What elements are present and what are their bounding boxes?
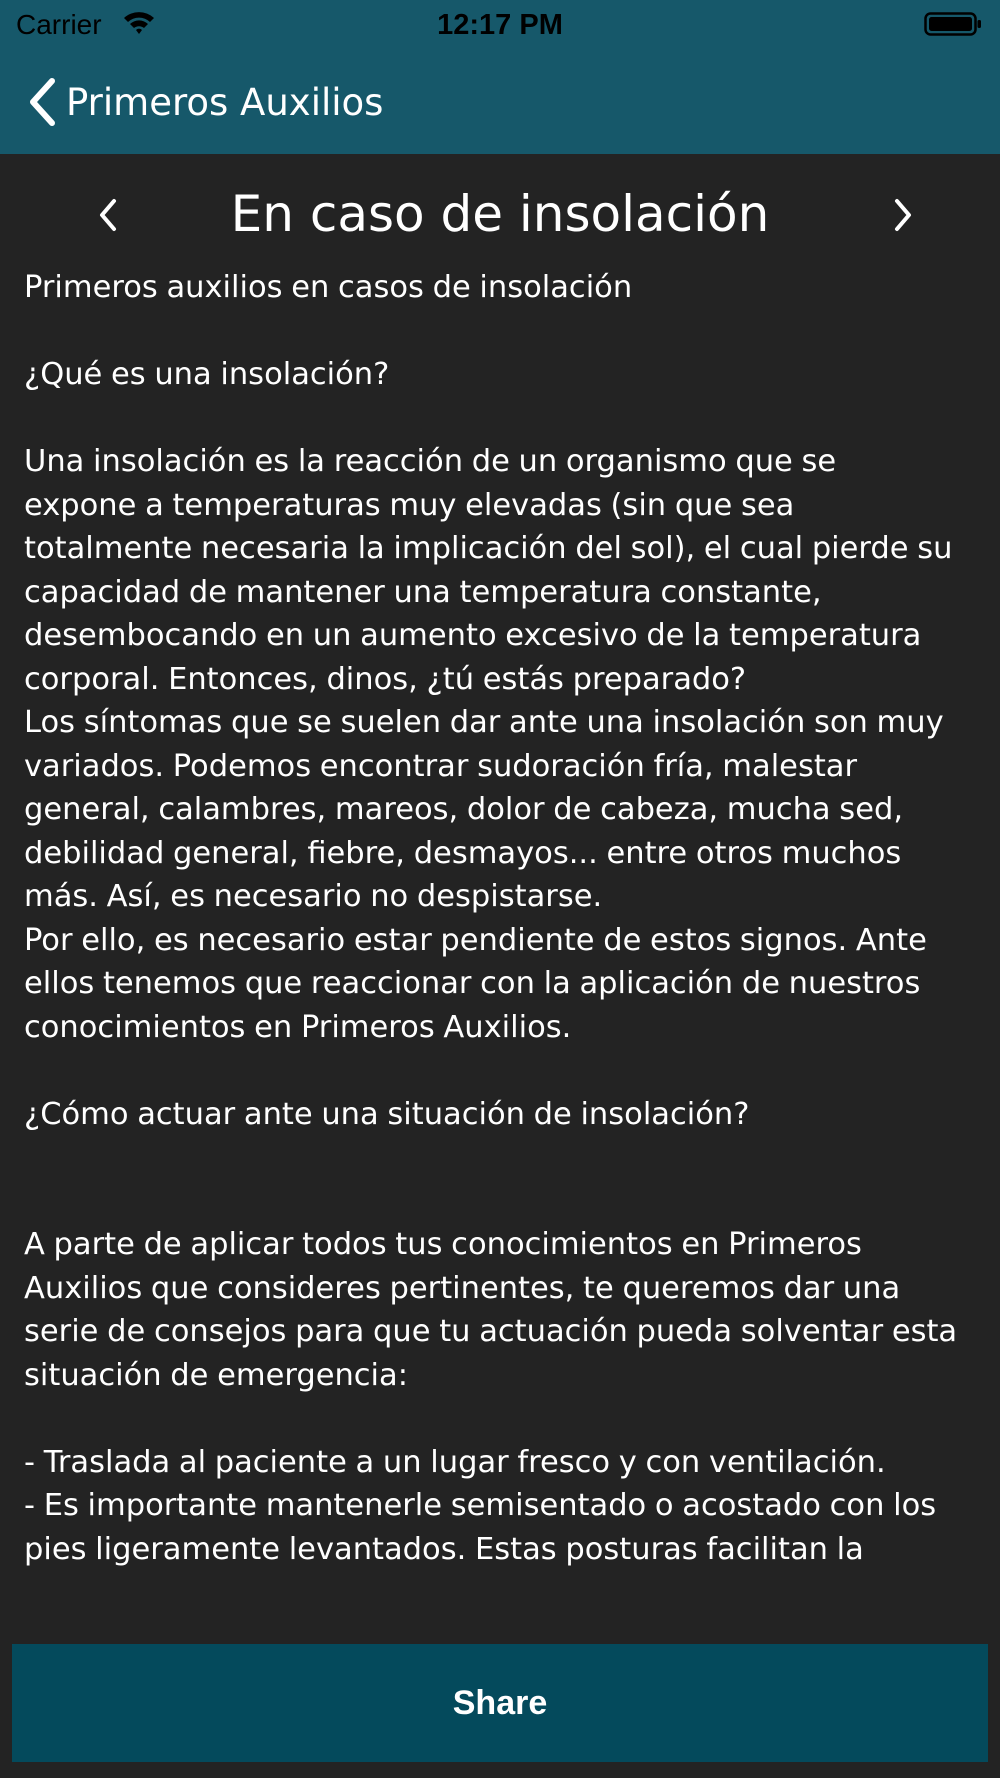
article-line: Los síntomas que se suelen dar ante una insolación son muy [24, 705, 944, 740]
article-line: corporal. Entonces, dinos, ¿tú estás preparado? [24, 661, 747, 697]
article-line: variados. Podemos encontrar sudoración fría, malestar [24, 748, 858, 784]
share-button-label: Share [452, 1683, 548, 1722]
article-line: Auxilios que consideres pertinentes, te queremos dar una [24, 1270, 901, 1306]
article-line: Primeros auxilios en casos de insolación [24, 270, 633, 305]
carrier-label: Carrier [16, 9, 102, 40]
article-line [24, 310, 1000, 354]
article-line: ellos tenemos que reaccionar con la aplicación de nuestros [24, 966, 921, 1001]
next-article-button[interactable] [878, 184, 928, 246]
navigation-bar [0, 50, 1000, 154]
article-line [24, 1397, 1000, 1441]
chevron-left-icon [97, 196, 119, 234]
back-button[interactable] [26, 74, 383, 130]
article-line: Por ello, es necesario estar pendiente de estos signos. Ante [24, 922, 927, 958]
status-bar [0, 0, 1000, 50]
article-line: serie de consejos para que tu actuación pueda solventar esta [24, 1314, 958, 1349]
article-view[interactable] [0, 154, 1000, 1642]
clock: 12:17 PM [437, 9, 563, 41]
article-line: general, calambres, mareos, dolor de cabeza, mucha sed, [24, 792, 904, 827]
article-line: A parte de aplicar todos tus conocimientos en Primeros [24, 1227, 862, 1262]
battery-icon [924, 12, 982, 36]
article-line: conocimientos en Primeros Auxilios. [24, 1009, 572, 1045]
back-button-label: Primeros Auxilios [66, 80, 384, 124]
article-line [24, 397, 1000, 441]
article-line: totalmente necesaria la implicación del sol), el cual pierde su [24, 531, 953, 566]
article-line: ¿Qué es una insolación? [24, 357, 390, 392]
article-line [24, 1180, 1000, 1224]
article-line: Una insolación es la reacción de un organismo que se [24, 444, 837, 479]
article-title: En caso de insolación [230, 185, 770, 243]
article-body [24, 266, 1000, 1571]
article-line: situación de emergencia: [24, 1357, 409, 1393]
article-line: debilidad general, fiebre, desmayos... entre otros muchos [24, 835, 902, 871]
article-line: - Es importante mantenerle semisentado o acostado con los [24, 1488, 937, 1523]
article-line: - Traslada al paciente a un lugar fresco y con ventilación. [24, 1444, 886, 1480]
article-line: pies ligeramente levantados. Estas posturas facilitan la [24, 1531, 864, 1567]
article-line: capacidad de mantener una temperatura constante, [24, 574, 822, 610]
article-line: expone a temperaturas muy elevadas (sin que sea [24, 487, 795, 523]
chevron-right-icon [892, 196, 914, 234]
previous-article-button[interactable] [83, 184, 133, 246]
article-line [24, 1049, 1000, 1093]
article-line: desembocando en un aumento excesivo de la temperatura [24, 618, 922, 653]
article-line: más. Así, es necesario no despistarse. [24, 879, 603, 914]
share-button[interactable] [12, 1644, 988, 1762]
chevron-left-icon [26, 76, 60, 128]
article-line [24, 1136, 1000, 1180]
article-line: ¿Cómo actuar ante una situación de insolación? [24, 1096, 750, 1132]
